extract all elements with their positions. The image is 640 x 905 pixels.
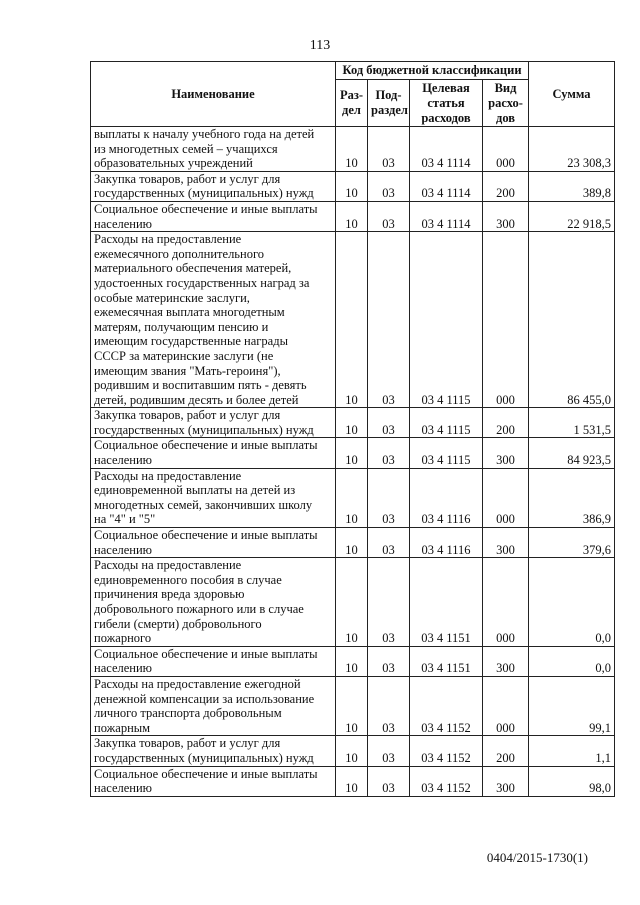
row-summa: 23 308,3 — [529, 127, 615, 172]
table-row — [91, 528, 615, 558]
row-podrazdel: 03 — [368, 127, 410, 172]
row-podrazdel: 03 — [368, 766, 410, 796]
row-statya: 03 4 1151 — [410, 646, 483, 676]
row-statya: 03 4 1152 — [410, 676, 483, 735]
table-row — [91, 171, 615, 201]
row-statya: 03 4 1115 — [410, 232, 483, 408]
row-razdel: 10 — [336, 736, 368, 766]
row-podrazdel: 03 — [368, 438, 410, 468]
row-summa: 389,8 — [529, 171, 615, 201]
row-podrazdel: 03 — [368, 408, 410, 438]
table-row — [91, 127, 615, 172]
table-row — [91, 438, 615, 468]
table-body — [91, 127, 615, 797]
row-summa: 379,6 — [529, 528, 615, 558]
row-podrazdel: 03 — [368, 201, 410, 231]
row-name: Социальное обеспечение и иные выплаты населению — [91, 528, 336, 558]
header-name: Наименование — [91, 62, 336, 127]
footer-document-code: 0404/2015-1730(1) — [486, 850, 588, 865]
table-row — [91, 232, 615, 408]
table-row — [91, 646, 615, 676]
row-name: Расходы на предоставление единовременной выплаты на детей из многодетных семей, закончивших школу на "4" и "5" — [91, 468, 336, 527]
row-summa: 0,0 — [529, 558, 615, 647]
row-podrazdel: 03 — [368, 676, 410, 735]
header-razdel: Раз- дел — [336, 80, 368, 127]
header-summa: Сумма — [529, 62, 615, 127]
header-podrazdel: Под- раздел — [368, 80, 410, 127]
row-razdel: 10 — [336, 171, 368, 201]
table-row — [91, 201, 615, 231]
row-name: Социальное обеспечение и иные выплаты населению — [91, 438, 336, 468]
row-name: Закупка товаров, работ и услуг для государственных (муниципальных) нужд — [91, 736, 336, 766]
row-name: Закупка товаров, работ и услуг для государственных (муниципальных) нужд — [91, 171, 336, 201]
page-number: 113 — [309, 38, 331, 53]
row-name: выплаты к началу учебного года на детей из многодетных семей – учащихся образовательных учреждений — [91, 127, 336, 172]
row-statya: 03 4 1152 — [410, 736, 483, 766]
row-vid: 300 — [483, 201, 529, 231]
row-summa: 1 531,5 — [529, 408, 615, 438]
row-vid: 300 — [483, 766, 529, 796]
row-razdel: 10 — [336, 232, 368, 408]
header-vid: Вид расхо- дов — [483, 80, 529, 127]
row-razdel: 10 — [336, 528, 368, 558]
row-razdel: 10 — [336, 408, 368, 438]
row-vid: 200 — [483, 736, 529, 766]
header-classification-group: Код бюджетной классификации — [336, 62, 529, 80]
row-podrazdel: 03 — [368, 232, 410, 408]
table-row — [91, 468, 615, 527]
row-name: Социальное обеспечение и иные выплаты населению — [91, 646, 336, 676]
row-podrazdel: 03 — [368, 646, 410, 676]
row-statya: 03 4 1116 — [410, 468, 483, 527]
row-vid: 300 — [483, 646, 529, 676]
row-vid: 200 — [483, 171, 529, 201]
row-razdel: 10 — [336, 646, 368, 676]
row-name: Расходы на предоставление ежегодной денежной компенсации за использование личного транспорта добровольным пожарным — [91, 676, 336, 735]
row-summa: 99,1 — [529, 676, 615, 735]
row-razdel: 10 — [336, 468, 368, 527]
row-summa: 84 923,5 — [529, 438, 615, 468]
row-vid: 300 — [483, 438, 529, 468]
row-statya: 03 4 1114 — [410, 127, 483, 172]
row-statya: 03 4 1116 — [410, 528, 483, 558]
row-razdel: 10 — [336, 766, 368, 796]
row-statya: 03 4 1152 — [410, 766, 483, 796]
row-statya: 03 4 1115 — [410, 408, 483, 438]
row-summa: 22 918,5 — [529, 201, 615, 231]
row-vid: 000 — [483, 558, 529, 647]
row-statya: 03 4 1151 — [410, 558, 483, 647]
row-vid: 200 — [483, 408, 529, 438]
row-podrazdel: 03 — [368, 558, 410, 647]
row-podrazdel: 03 — [368, 736, 410, 766]
header-statya: Целевая статья расходов — [410, 80, 483, 127]
row-summa: 98,0 — [529, 766, 615, 796]
row-name: Социальное обеспечение и иные выплаты населению — [91, 766, 336, 796]
row-razdel: 10 — [336, 201, 368, 231]
table-row — [91, 736, 615, 766]
row-razdel: 10 — [336, 558, 368, 647]
row-name: Социальное обеспечение и иные выплаты населению — [91, 201, 336, 231]
row-name: Расходы на предоставление ежемесячного дополнительного материального обеспечения матерей, удостоенных государственных наград за особые материнские заслуги, ежемесячная выплата многодетным матерям, получающим пенсию и имеющим государственные награды СССР за материнские заслуги (не имеющим звания "Мать-героиня"), родившим и воспитавшим пять - девять детей, родившим десять и более детей — [91, 232, 336, 408]
table-row — [91, 408, 615, 438]
row-podrazdel: 03 — [368, 468, 410, 527]
row-statya: 03 4 1115 — [410, 438, 483, 468]
table-row — [91, 676, 615, 735]
row-name: Расходы на предоставление единовременного пособия в случае причинения вреда здоровью добровольного пожарного или в случае гибели (смерти) добровольного пожарного — [91, 558, 336, 647]
row-vid: 000 — [483, 468, 529, 527]
table-row — [91, 558, 615, 647]
budget-table — [90, 61, 615, 797]
row-statya: 03 4 1114 — [410, 201, 483, 231]
row-razdel: 10 — [336, 127, 368, 172]
row-podrazdel: 03 — [368, 171, 410, 201]
row-vid: 000 — [483, 127, 529, 172]
row-summa: 386,9 — [529, 468, 615, 527]
row-podrazdel: 03 — [368, 528, 410, 558]
row-summa: 1,1 — [529, 736, 615, 766]
row-summa: 0,0 — [529, 646, 615, 676]
row-summa: 86 455,0 — [529, 232, 615, 408]
row-razdel: 10 — [336, 676, 368, 735]
row-vid: 300 — [483, 528, 529, 558]
row-statya: 03 4 1114 — [410, 171, 483, 201]
row-vid: 000 — [483, 676, 529, 735]
row-vid: 000 — [483, 232, 529, 408]
row-razdel: 10 — [336, 438, 368, 468]
table-row — [91, 766, 615, 796]
row-name: Закупка товаров, работ и услуг для государственных (муниципальных) нужд — [91, 408, 336, 438]
